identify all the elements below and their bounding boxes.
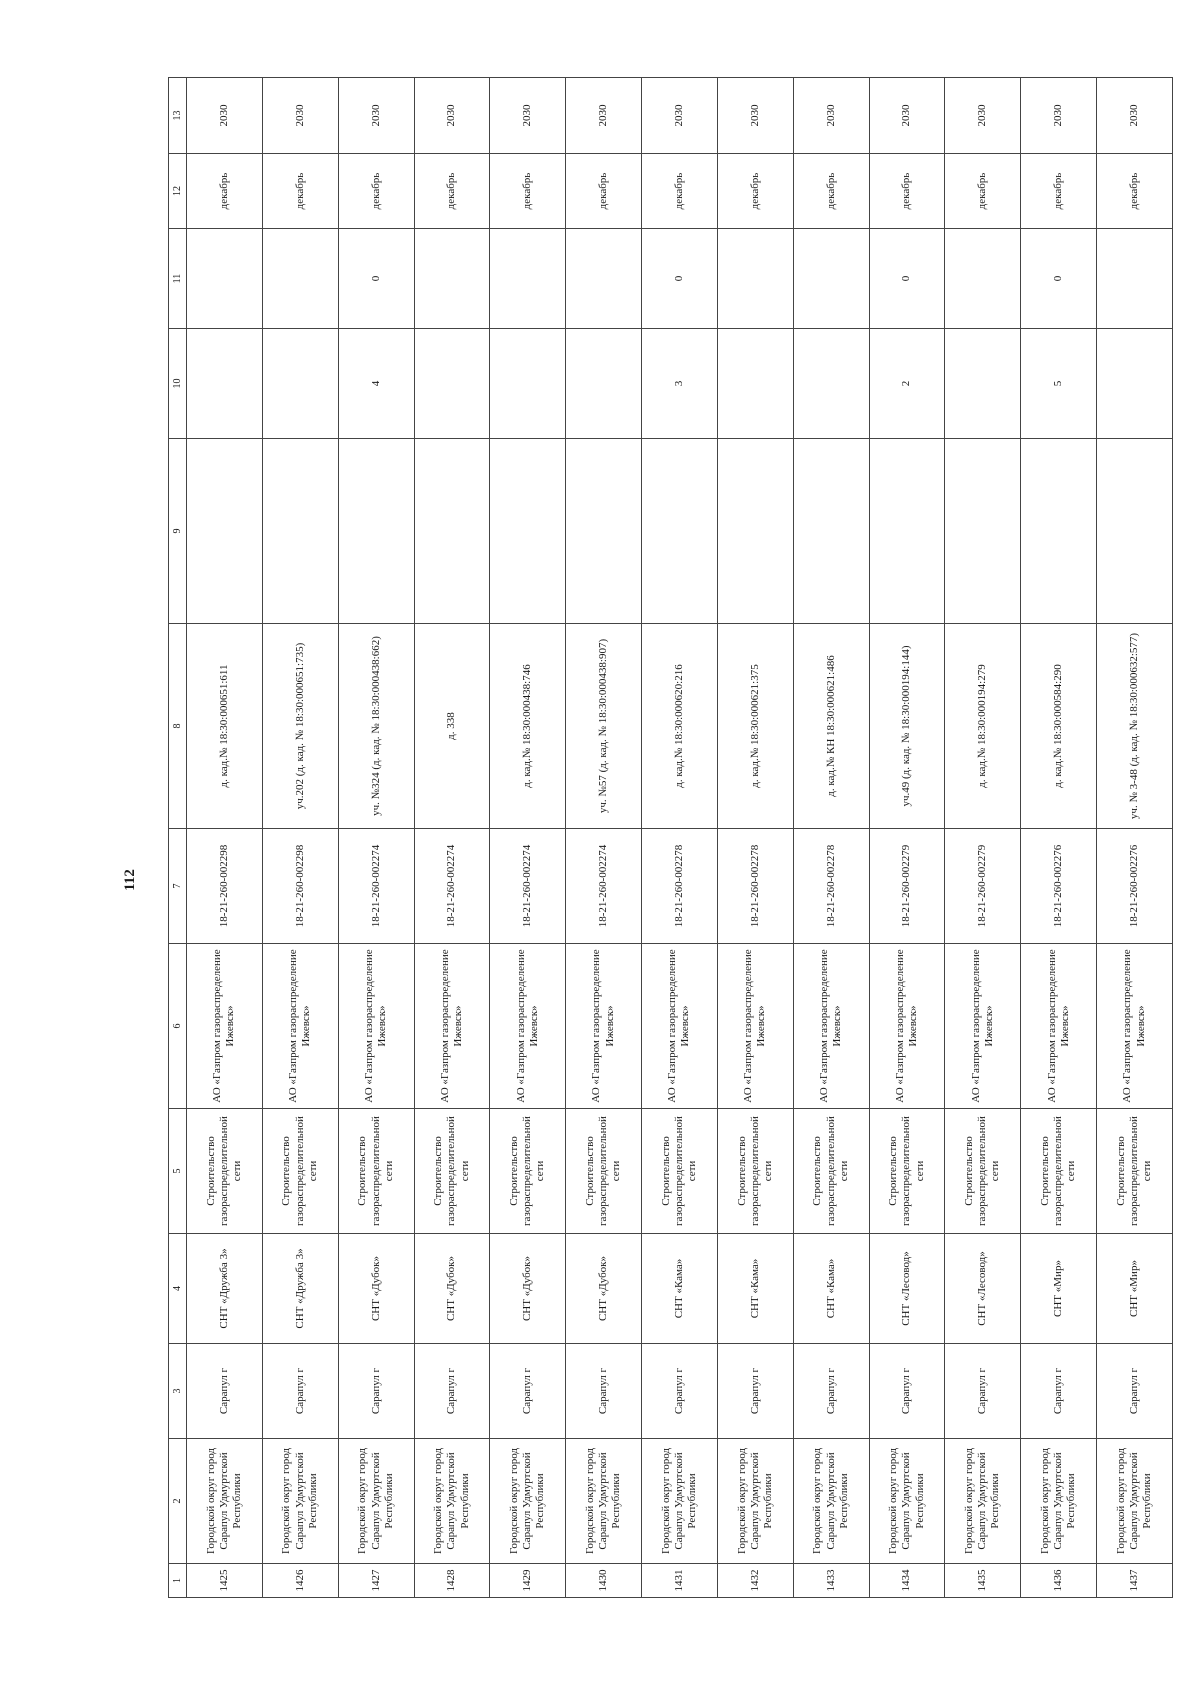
table-cell: 18-21-260-002276 — [1021, 829, 1097, 944]
table-cell: СНТ «Дубок» — [490, 1234, 566, 1344]
table-cell: Строительство газораспределительной сети — [869, 1109, 945, 1234]
table-cell — [945, 439, 1021, 624]
table-cell — [338, 439, 414, 624]
table-cell — [945, 329, 1021, 439]
table-cell: АО «Газпром газораспределение Ижевск» — [187, 944, 263, 1109]
table-cell: Сарапул г — [414, 1344, 490, 1439]
column-header: 13 — [169, 78, 187, 154]
table-cell: 18-21-260-002274 — [338, 829, 414, 944]
table-cell: уч. №57 (д. кад. № 18:30:000438:907) — [566, 624, 642, 829]
table-cell: 5 — [1021, 329, 1097, 439]
table-cell: СНТ «Мир» — [1097, 1234, 1173, 1344]
table-cell: д. кад.№ 18:30:000620:216 — [642, 624, 718, 829]
table-cell: Городской округ город Сарапул Удмуртской Республики — [717, 1439, 793, 1564]
table-cell: 0 — [869, 229, 945, 329]
table-cell: Сарапул г — [490, 1344, 566, 1439]
table-cell: 2030 — [338, 78, 414, 154]
table-cell — [945, 229, 1021, 329]
table-cell: Строительство газораспределительной сети — [414, 1109, 490, 1234]
table-cell — [1097, 329, 1173, 439]
table-cell: 0 — [338, 229, 414, 329]
table-cell — [717, 439, 793, 624]
table-cell — [793, 229, 869, 329]
table-cell — [187, 439, 263, 624]
table-cell: декабрь — [1097, 154, 1173, 229]
table-row — [490, 78, 566, 1598]
table-cell: 18-21-260-002298 — [187, 829, 263, 944]
table-cell: д. кад.№ 18:30:000621:375 — [717, 624, 793, 829]
table-cell: 2030 — [414, 78, 490, 154]
table-cell: 1434 — [869, 1564, 945, 1598]
column-header: 4 — [169, 1234, 187, 1344]
table-cell: 18-21-260-002278 — [642, 829, 718, 944]
table-cell: 1433 — [793, 1564, 869, 1598]
table-cell: уч. № 3-48 (д. кад. № 18:30:000632:577) — [1097, 624, 1173, 829]
table-cell: 2030 — [642, 78, 718, 154]
table-cell: Сарапул г — [717, 1344, 793, 1439]
table-container — [168, 78, 1173, 1598]
table-cell — [566, 229, 642, 329]
table-cell: Сарапул г — [642, 1344, 718, 1439]
header-row — [169, 78, 187, 1598]
table-row — [1097, 78, 1173, 1598]
column-header: 12 — [169, 154, 187, 229]
table-cell: Городской округ город Сарапул Удмуртской Республики — [187, 1439, 263, 1564]
gasification-table — [168, 77, 1173, 1598]
table-cell: декабрь — [793, 154, 869, 229]
table-cell: декабрь — [642, 154, 718, 229]
table-cell: 18-21-260-002274 — [490, 829, 566, 944]
table-cell: Сарапул г — [187, 1344, 263, 1439]
column-header: 5 — [169, 1109, 187, 1234]
table-cell: 18-21-260-002278 — [717, 829, 793, 944]
column-header: 3 — [169, 1344, 187, 1439]
table-cell: 1427 — [338, 1564, 414, 1598]
table-cell — [187, 229, 263, 329]
table-cell: 18-21-260-002279 — [869, 829, 945, 944]
table-cell: 18-21-260-002279 — [945, 829, 1021, 944]
table-cell: 0 — [1021, 229, 1097, 329]
table-cell: Строительство газораспределительной сети — [717, 1109, 793, 1234]
table-cell — [490, 229, 566, 329]
table-cell — [262, 229, 338, 329]
table-row — [338, 78, 414, 1598]
table-cell: Городской округ город Сарапул Удмуртской Республики — [262, 1439, 338, 1564]
table-cell: Городской округ город Сарапул Удмуртской Республики — [566, 1439, 642, 1564]
table-cell — [1097, 439, 1173, 624]
table-row — [566, 78, 642, 1598]
table-cell: СНТ «Дубок» — [566, 1234, 642, 1344]
table-row — [414, 78, 490, 1598]
table-cell: Городской округ город Сарапул Удмуртской Республики — [1097, 1439, 1173, 1564]
table-cell — [490, 439, 566, 624]
table-cell: 2030 — [793, 78, 869, 154]
table-cell — [414, 229, 490, 329]
table-cell: Строительство газораспределительной сети — [566, 1109, 642, 1234]
table-cell: Городской округ город Сарапул Удмуртской Республики — [945, 1439, 1021, 1564]
table-cell — [717, 229, 793, 329]
table-cell: СНТ «Дубок» — [414, 1234, 490, 1344]
table-cell — [793, 439, 869, 624]
table-cell: 3 — [642, 329, 718, 439]
table-cell — [717, 329, 793, 439]
table-cell: 2030 — [490, 78, 566, 154]
table-cell: д. кад.№ 18:30:000651:611 — [187, 624, 263, 829]
table-cell — [566, 329, 642, 439]
table-cell: СНТ «Кама» — [717, 1234, 793, 1344]
column-header: 10 — [169, 329, 187, 439]
table-cell: Сарапул г — [869, 1344, 945, 1439]
table-cell: 2030 — [566, 78, 642, 154]
table-cell: АО «Газпром газораспределение Ижевск» — [869, 944, 945, 1109]
table-cell: 18-21-260-002274 — [566, 829, 642, 944]
table-cell: СНТ «Мир» — [1021, 1234, 1097, 1344]
table-row — [187, 78, 263, 1598]
table-cell: 1436 — [1021, 1564, 1097, 1598]
table-cell: Городской округ город Сарапул Удмуртской Республики — [869, 1439, 945, 1564]
table-row — [793, 78, 869, 1598]
table-cell: 18-21-260-002298 — [262, 829, 338, 944]
table-cell: АО «Газпром газораспределение Ижевск» — [414, 944, 490, 1109]
table-cell: уч.49 (д. кад. № 18:30:000194:144) — [869, 624, 945, 829]
table-cell: АО «Газпром газораспределение Ижевск» — [490, 944, 566, 1109]
table-cell: декабрь — [262, 154, 338, 229]
column-header: 9 — [169, 439, 187, 624]
table-cell: 1426 — [262, 1564, 338, 1598]
table-cell — [566, 439, 642, 624]
table-cell: 2030 — [1097, 78, 1173, 154]
table-cell: 1429 — [490, 1564, 566, 1598]
table-cell — [414, 329, 490, 439]
table-cell: декабрь — [717, 154, 793, 229]
table-cell: АО «Газпром газораспределение Ижевск» — [793, 944, 869, 1109]
table-cell: Строительство газораспределительной сети — [1097, 1109, 1173, 1234]
table-cell — [793, 329, 869, 439]
table-cell: 0 — [642, 229, 718, 329]
table-cell: АО «Газпром газораспределение Ижевск» — [338, 944, 414, 1109]
column-header: 8 — [169, 624, 187, 829]
table-cell: Городской округ город Сарапул Удмуртской Республики — [414, 1439, 490, 1564]
table-cell: Городской округ город Сарапул Удмуртской Республики — [490, 1439, 566, 1564]
table-cell: 4 — [338, 329, 414, 439]
table-cell: декабрь — [869, 154, 945, 229]
table-cell: СНТ «Дружба 3» — [187, 1234, 263, 1344]
table-cell: Строительство газораспределительной сети — [338, 1109, 414, 1234]
table-cell: АО «Газпром газораспределение Ижевск» — [566, 944, 642, 1109]
table-row — [717, 78, 793, 1598]
table-cell: 1435 — [945, 1564, 1021, 1598]
table-cell: СНТ «Дружба 3» — [262, 1234, 338, 1344]
table-cell: Строительство газораспределительной сети — [1021, 1109, 1097, 1234]
table-cell — [1021, 439, 1097, 624]
table-cell: Строительство газораспределительной сети — [490, 1109, 566, 1234]
table-cell: 1428 — [414, 1564, 490, 1598]
table-cell: АО «Газпром газораспределение Ижевск» — [1097, 944, 1173, 1109]
table-cell: 1431 — [642, 1564, 718, 1598]
table-cell: Сарапул г — [566, 1344, 642, 1439]
table-cell: Сарапул г — [793, 1344, 869, 1439]
table-cell: АО «Газпром газораспределение Ижевск» — [262, 944, 338, 1109]
table-cell: Строительство газораспределительной сети — [262, 1109, 338, 1234]
table-cell: 2030 — [1021, 78, 1097, 154]
table-cell: Строительство газораспределительной сети — [187, 1109, 263, 1234]
table-cell: декабрь — [414, 154, 490, 229]
table-cell: Городской округ город Сарапул Удмуртской Республики — [793, 1439, 869, 1564]
table-cell: Городской округ город Сарапул Удмуртской Республики — [642, 1439, 718, 1564]
table-row — [1021, 78, 1097, 1598]
table-cell: 18-21-260-002276 — [1097, 829, 1173, 944]
table-cell: 18-21-260-002274 — [414, 829, 490, 944]
table-cell — [1097, 229, 1173, 329]
table-row — [262, 78, 338, 1598]
table-cell: Сарапул г — [1097, 1344, 1173, 1439]
table-cell: СНТ «Кама» — [793, 1234, 869, 1344]
table-cell: Строительство газораспределительной сети — [642, 1109, 718, 1234]
table-cell: АО «Газпром газораспределение Ижевск» — [1021, 944, 1097, 1109]
table-cell: 2 — [869, 329, 945, 439]
table-cell: 1430 — [566, 1564, 642, 1598]
table-cell — [490, 329, 566, 439]
table-cell: 2030 — [187, 78, 263, 154]
table-cell: д. кад.№ 18:30:000194:279 — [945, 624, 1021, 829]
table-row — [869, 78, 945, 1598]
table-cell: 2030 — [262, 78, 338, 154]
page-number: 112 — [122, 869, 138, 891]
table-cell: декабрь — [1021, 154, 1097, 229]
table-cell: д. 338 — [414, 624, 490, 829]
table-cell: д. кад.№ 18:30:000438:746 — [490, 624, 566, 829]
table-cell: СНТ «Дубок» — [338, 1234, 414, 1344]
table-cell: СНТ «Кама» — [642, 1234, 718, 1344]
table-cell — [187, 329, 263, 439]
column-header: 6 — [169, 944, 187, 1109]
table-cell: декабрь — [490, 154, 566, 229]
table-cell: д. кад.№ 18:30:000584:290 — [1021, 624, 1097, 829]
table-cell — [869, 439, 945, 624]
table-cell: уч. №324 (д. кад. № 18:30:000438:662) — [338, 624, 414, 829]
table-cell: д. кад.№ КН 18:30:000621:486 — [793, 624, 869, 829]
table-cell: декабрь — [945, 154, 1021, 229]
table-cell — [414, 439, 490, 624]
table-cell: декабрь — [338, 154, 414, 229]
table-cell: уч.202 (д. кад. № 18:30:000651:735) — [262, 624, 338, 829]
column-header: 1 — [169, 1564, 187, 1598]
table-cell: СНТ «Лесовод» — [945, 1234, 1021, 1344]
table-cell: 1432 — [717, 1564, 793, 1598]
table-cell: 2030 — [945, 78, 1021, 154]
table-cell — [262, 329, 338, 439]
table-cell: Сарапул г — [262, 1344, 338, 1439]
table-cell: 18-21-260-002278 — [793, 829, 869, 944]
table-cell: Сарапул г — [1021, 1344, 1097, 1439]
table-cell: Сарапул г — [338, 1344, 414, 1439]
table-cell: 2030 — [717, 78, 793, 154]
table-cell: декабрь — [187, 154, 263, 229]
table-cell: 1437 — [1097, 1564, 1173, 1598]
table-cell: Городской округ город Сарапул Удмуртской Республики — [338, 1439, 414, 1564]
column-header: 11 — [169, 229, 187, 329]
table-cell: Городской округ город Сарапул Удмуртской Республики — [1021, 1439, 1097, 1564]
table-cell — [642, 439, 718, 624]
table-cell: декабрь — [566, 154, 642, 229]
table-row — [642, 78, 718, 1598]
table-cell: АО «Газпром газораспределение Ижевск» — [642, 944, 718, 1109]
table-cell: АО «Газпром газораспределение Ижевск» — [717, 944, 793, 1109]
table-cell: АО «Газпром газораспределение Ижевск» — [945, 944, 1021, 1109]
table-cell: 1425 — [187, 1564, 263, 1598]
table-cell: Строительство газораспределительной сети — [793, 1109, 869, 1234]
table-cell: СНТ «Лесовод» — [869, 1234, 945, 1344]
table-row — [945, 78, 1021, 1598]
table-cell: 2030 — [869, 78, 945, 154]
table-cell — [262, 439, 338, 624]
table-cell: Сарапул г — [945, 1344, 1021, 1439]
table-cell: Строительство газораспределительной сети — [945, 1109, 1021, 1234]
column-header: 7 — [169, 829, 187, 944]
column-header: 2 — [169, 1439, 187, 1564]
